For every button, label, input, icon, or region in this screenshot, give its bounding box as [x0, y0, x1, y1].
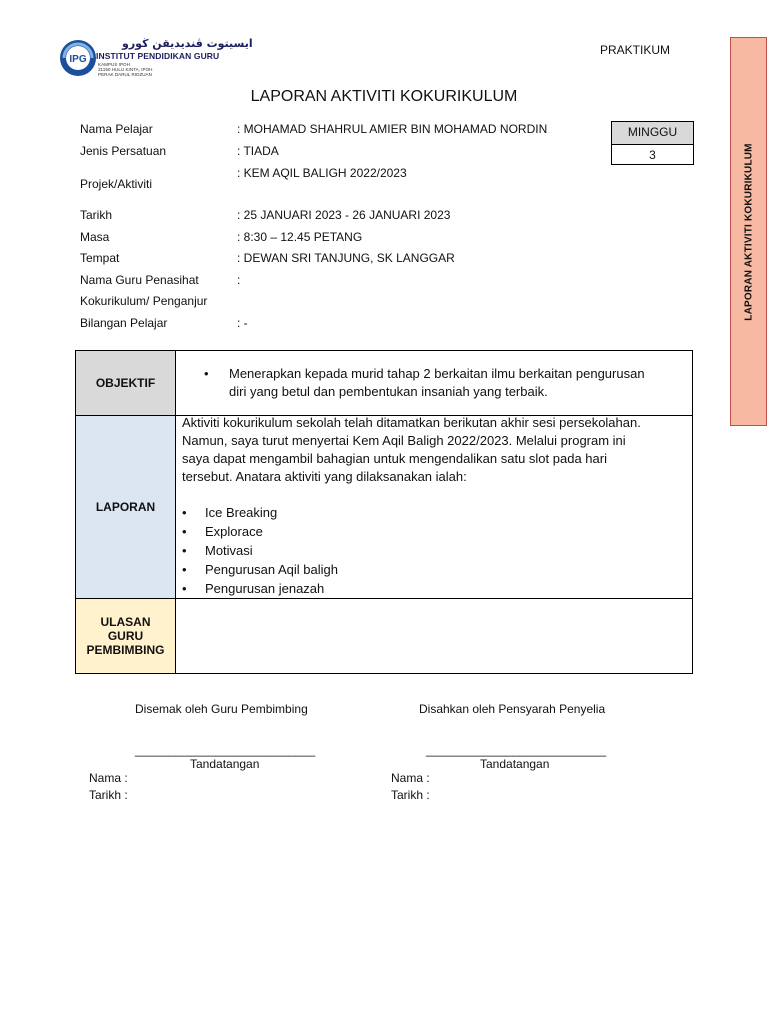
bullet-icon: • [182, 581, 187, 596]
right-tarikh-label: Tarikh : [391, 788, 430, 802]
laporan-line-3: saya dapat mengambil bahagian untuk mengendalikan satu slot pada hari [182, 451, 607, 466]
laporan-row [76, 416, 692, 599]
logo-ipg-text: IPG [69, 54, 87, 65]
laporan-item: Pengurusan jenazah [205, 581, 325, 596]
masa-value: : 8:30 – 12.45 PETANG [237, 230, 363, 244]
logo-address-line2: 31150 HULU KINTA, IPOH [98, 67, 153, 72]
right-nama-label: Nama : [391, 771, 430, 785]
jenis-persatuan-label: Jenis Persatuan [80, 144, 167, 158]
report-table [75, 350, 693, 674]
page-title: LAPORAN AKTIVITI KOKURIKULUM [250, 88, 518, 105]
objektif-line-2: diri yang betul dan pembentukan insaniah yang terbaik. [229, 384, 548, 399]
tarikh-label: Tarikh [80, 208, 113, 222]
guru-penasihat-value: : [237, 273, 241, 287]
left-nama-label: Nama : [89, 771, 128, 785]
masa-label: Masa [80, 230, 110, 244]
laporan-label: LAPORAN [76, 416, 176, 598]
disahkan-title: Disahkan oleh Pensyarah Penyelia [419, 702, 606, 716]
ipg-emblem-icon [58, 38, 98, 78]
logo-arabic-text: ايسيتوت ڤنديديقن ڬورو [122, 37, 253, 50]
nama-pelajar-label: Nama Pelajar [80, 122, 153, 136]
bullet-icon: • [204, 366, 209, 381]
logo-address-line3: PERAK DARUL RIDZUAN [98, 72, 152, 77]
bullet-icon: • [182, 562, 187, 577]
bilangan-pelajar-value: : - [237, 316, 248, 330]
laporan-line-4: tersebut. Anatara aktiviti yang dilaksanakan ialah: [182, 469, 467, 484]
side-tab [730, 37, 767, 426]
tempat-value: : DEWAN SRI TANJUNG, SK LANGGAR [237, 251, 455, 265]
ulasan-label-line-3: PEMBIMBING [86, 643, 165, 657]
tempat-label: Tempat [80, 251, 120, 265]
left-tarikh-label: Tarikh : [89, 788, 128, 802]
institute-logo [58, 36, 253, 80]
tarikh-value: : 25 JANUARI 2023 - 26 JANUARI 2023 [237, 208, 451, 222]
ulasan-row [76, 599, 692, 673]
disemak-title: Disemak oleh Guru Pembimbing [135, 702, 308, 716]
ulasan-content[interactable] [176, 599, 692, 673]
guru-penasihat-label-2: Kokurikulum/ Penganjur [80, 294, 208, 308]
laporan-item: Pengurusan Aqil baligh [205, 562, 338, 577]
side-tab-label: LAPORAN AKTIVITI KOKURIKULUM [743, 142, 754, 321]
laporan-item: Motivasi [205, 543, 253, 558]
jenis-persatuan-value: : TIADA [237, 144, 279, 158]
objektif-line-1: Menerapkan kepada murid tahap 2 berkaitan ilmu berkaitan pengurusan [229, 366, 645, 381]
right-signature-line: ___________________________ [426, 743, 607, 757]
left-tandatangan-label: Tandatangan [190, 757, 260, 771]
laporan-item: Explorace [205, 524, 263, 539]
logo-address-line1: KAMPUS IPOH [98, 62, 130, 67]
right-tandatangan-label: Tandatangan [480, 757, 550, 771]
laporan-line-1: Aktiviti kokurikulum sekolah telah ditamatkan berikutan akhir sesi persekolahan. [182, 415, 641, 430]
nama-pelajar-value: : MOHAMAD SHAHRUL AMIER BIN MOHAMAD NORDIN [237, 122, 548, 136]
bullet-icon: • [182, 524, 187, 539]
bilangan-pelajar-label: Bilangan Pelajar [80, 316, 168, 330]
minggu-box [611, 121, 694, 165]
bullet-icon: • [182, 505, 187, 520]
laporan-line-2: Namun, saya turut menyertai Kem Aqil Baligh 2022/2023. Melalui program ini [182, 433, 626, 448]
objektif-label: OBJEKTIF [76, 351, 176, 415]
praktikum-label: PRAKTIKUM [600, 43, 671, 57]
laporan-content [176, 416, 692, 598]
ulasan-label-line-2: GURU [107, 629, 144, 643]
minggu-label: MINGGU [612, 122, 693, 145]
logo-institute-name: INSTITUT PENDIDIKAN GURU [96, 51, 220, 61]
projek-label: Projek/Aktiviti [80, 177, 153, 191]
laporan-item: Ice Breaking [205, 505, 278, 520]
left-signature-line: ___________________________ [135, 743, 316, 757]
ulasan-label [76, 599, 176, 673]
bullet-icon: • [182, 543, 187, 558]
projek-value: : KEM AQIL BALIGH 2022/2023 [237, 166, 407, 180]
objektif-content [176, 351, 692, 415]
minggu-value: 3 [649, 148, 656, 162]
ulasan-label-line-1: ULASAN [100, 615, 151, 629]
objektif-row [76, 351, 692, 416]
guru-penasihat-label-1: Nama Guru Penasihat [80, 273, 199, 287]
